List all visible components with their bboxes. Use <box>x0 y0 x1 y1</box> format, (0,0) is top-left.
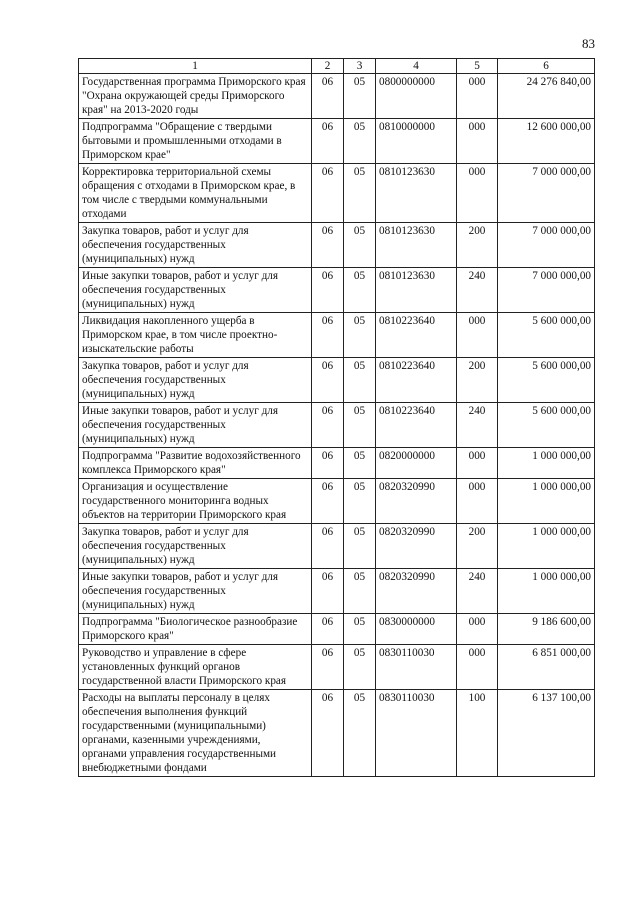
row-subsection-cell: 05 <box>344 119 376 164</box>
row-section-cell: 06 <box>312 164 344 223</box>
column-header: 2 <box>312 59 344 74</box>
row-section-cell: 06 <box>312 74 344 119</box>
row-subsection-cell: 05 <box>344 524 376 569</box>
row-target-code-cell: 0800000000 <box>376 74 457 119</box>
row-section-cell: 06 <box>312 690 344 777</box>
column-header: 4 <box>376 59 457 74</box>
row-amount-cell: 24 276 840,00 <box>498 74 595 119</box>
row-subsection-cell: 05 <box>344 403 376 448</box>
row-expense-type-cell: 240 <box>457 268 498 313</box>
row-name-cell: Иные закупки товаров, работ и услуг для обеспечения государственных (муниципальных) нужд <box>79 403 312 448</box>
budget-table <box>78 58 595 777</box>
row-section-cell: 06 <box>312 358 344 403</box>
row-amount-cell: 7 000 000,00 <box>498 223 595 268</box>
row-section-cell: 06 <box>312 448 344 479</box>
row-section-cell: 06 <box>312 119 344 164</box>
column-header: 6 <box>498 59 595 74</box>
table-row <box>79 448 595 479</box>
row-section-cell: 06 <box>312 313 344 358</box>
row-target-code-cell: 0810123630 <box>376 268 457 313</box>
row-amount-cell: 12 600 000,00 <box>498 119 595 164</box>
row-amount-cell: 1 000 000,00 <box>498 479 595 524</box>
row-expense-type-cell: 200 <box>457 524 498 569</box>
row-target-code-cell: 0810123630 <box>376 223 457 268</box>
row-section-cell: 06 <box>312 268 344 313</box>
row-subsection-cell: 05 <box>344 313 376 358</box>
row-expense-type-cell: 000 <box>457 119 498 164</box>
table-header-row <box>79 59 595 74</box>
row-target-code-cell: 0820320990 <box>376 479 457 524</box>
row-name-cell: Руководство и управление в сфере установленных функций органов государственной власти Приморского края <box>79 645 312 690</box>
row-section-cell: 06 <box>312 403 344 448</box>
row-subsection-cell: 05 <box>344 268 376 313</box>
row-target-code-cell: 0830110030 <box>376 645 457 690</box>
row-target-code-cell: 0820000000 <box>376 448 457 479</box>
row-target-code-cell: 0810223640 <box>376 358 457 403</box>
row-subsection-cell: 05 <box>344 223 376 268</box>
row-name-cell: Государственная программа Приморского края "Охрана окружающей среды Приморского края" на 2013-2020 годы <box>79 74 312 119</box>
column-header: 1 <box>79 59 312 74</box>
row-subsection-cell: 05 <box>344 614 376 645</box>
row-name-cell: Организация и осуществление государственного мониторинга водных объектов на территории Приморского края <box>79 479 312 524</box>
row-section-cell: 06 <box>312 479 344 524</box>
table-row <box>79 268 595 313</box>
row-amount-cell: 7 000 000,00 <box>498 164 595 223</box>
table-row <box>79 479 595 524</box>
row-amount-cell: 7 000 000,00 <box>498 268 595 313</box>
row-target-code-cell: 0820320990 <box>376 524 457 569</box>
row-target-code-cell: 0810223640 <box>376 313 457 358</box>
table-row <box>79 223 595 268</box>
row-target-code-cell: 0810223640 <box>376 403 457 448</box>
row-subsection-cell: 05 <box>344 645 376 690</box>
row-name-cell: Подпрограмма "Обращение с твердыми бытовыми и промышленными отходами в Приморском крае" <box>79 119 312 164</box>
row-expense-type-cell: 000 <box>457 479 498 524</box>
row-section-cell: 06 <box>312 569 344 614</box>
column-header: 3 <box>344 59 376 74</box>
row-expense-type-cell: 200 <box>457 358 498 403</box>
row-section-cell: 06 <box>312 524 344 569</box>
table-row <box>79 164 595 223</box>
row-name-cell: Расходы на выплаты персоналу в целях обеспечения выполнения функций государственными (муниципальными) органами, казенными учреждениями, органами управления государственными внебюджетными фондами <box>79 690 312 777</box>
row-target-code-cell: 0820320990 <box>376 569 457 614</box>
table-row <box>79 614 595 645</box>
row-amount-cell: 5 600 000,00 <box>498 403 595 448</box>
table-row <box>79 645 595 690</box>
row-amount-cell: 9 186 600,00 <box>498 614 595 645</box>
row-expense-type-cell: 100 <box>457 690 498 777</box>
table-row <box>79 313 595 358</box>
row-name-cell: Закупка товаров, работ и услуг для обеспечения государственных (муниципальных) нужд <box>79 358 312 403</box>
row-amount-cell: 6 851 000,00 <box>498 645 595 690</box>
table-row <box>79 119 595 164</box>
row-amount-cell: 1 000 000,00 <box>498 448 595 479</box>
table-row <box>79 690 595 777</box>
row-expense-type-cell: 000 <box>457 448 498 479</box>
row-section-cell: 06 <box>312 614 344 645</box>
row-amount-cell: 1 000 000,00 <box>498 569 595 614</box>
page-number: 83 <box>582 36 595 51</box>
row-amount-cell: 6 137 100,00 <box>498 690 595 777</box>
row-subsection-cell: 05 <box>344 690 376 777</box>
row-name-cell: Корректировка территориальной схемы обращения с отходами в Приморском крае, в том числе с твердыми коммунальными отходами <box>79 164 312 223</box>
row-amount-cell: 5 600 000,00 <box>498 313 595 358</box>
row-amount-cell: 1 000 000,00 <box>498 524 595 569</box>
row-expense-type-cell: 000 <box>457 645 498 690</box>
row-subsection-cell: 05 <box>344 479 376 524</box>
row-subsection-cell: 05 <box>344 358 376 403</box>
row-name-cell: Закупка товаров, работ и услуг для обеспечения государственных (муниципальных) нужд <box>79 524 312 569</box>
row-expense-type-cell: 240 <box>457 569 498 614</box>
row-subsection-cell: 05 <box>344 164 376 223</box>
row-name-cell: Подпрограмма "Биологическое разнообразие Приморского края" <box>79 614 312 645</box>
row-subsection-cell: 05 <box>344 569 376 614</box>
row-subsection-cell: 05 <box>344 448 376 479</box>
table-row <box>79 358 595 403</box>
row-expense-type-cell: 200 <box>457 223 498 268</box>
row-expense-type-cell: 000 <box>457 74 498 119</box>
row-name-cell: Иные закупки товаров, работ и услуг для обеспечения государственных (муниципальных) нужд <box>79 569 312 614</box>
row-section-cell: 06 <box>312 223 344 268</box>
row-target-code-cell: 0810000000 <box>376 119 457 164</box>
row-target-code-cell: 0830000000 <box>376 614 457 645</box>
row-name-cell: Подпрограмма "Развитие водохозяйственного комплекса Приморского края" <box>79 448 312 479</box>
row-subsection-cell: 05 <box>344 74 376 119</box>
row-name-cell: Ликвидация накопленного ущерба в Приморском крае, в том числе проектно-изыскательские работы <box>79 313 312 358</box>
row-expense-type-cell: 240 <box>457 403 498 448</box>
table-row <box>79 524 595 569</box>
row-target-code-cell: 0810123630 <box>376 164 457 223</box>
row-name-cell: Закупка товаров, работ и услуг для обеспечения государственных (муниципальных) нужд <box>79 223 312 268</box>
row-name-cell: Иные закупки товаров, работ и услуг для обеспечения государственных (муниципальных) нужд <box>79 268 312 313</box>
column-header: 5 <box>457 59 498 74</box>
row-section-cell: 06 <box>312 645 344 690</box>
row-expense-type-cell: 000 <box>457 164 498 223</box>
row-target-code-cell: 0830110030 <box>376 690 457 777</box>
table-row <box>79 569 595 614</box>
row-expense-type-cell: 000 <box>457 614 498 645</box>
row-amount-cell: 5 600 000,00 <box>498 358 595 403</box>
row-expense-type-cell: 000 <box>457 313 498 358</box>
table-row <box>79 403 595 448</box>
table-row <box>79 74 595 119</box>
